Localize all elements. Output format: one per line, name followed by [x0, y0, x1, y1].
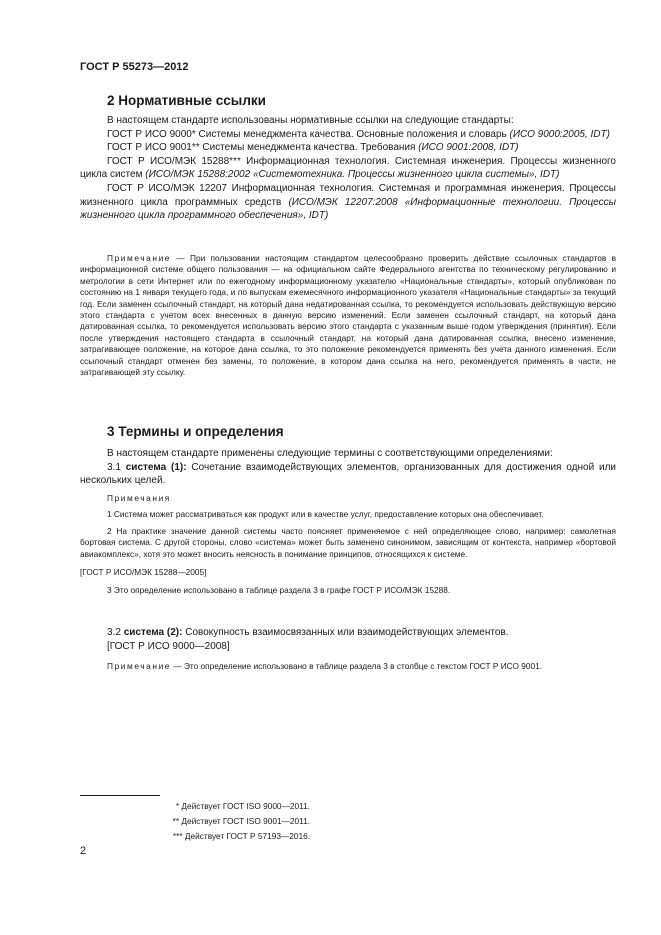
term-number: 3.1: [107, 461, 126, 473]
section-2-intro: В настоящем стандарте использованы нормативные ссылки на следующие стандарты:: [107, 115, 514, 126]
term-2-note: [80, 661, 616, 672]
reference-title: ГОСТ Р ИСО/МЭК 12207 Информационная технология. Системная и программная инженерия. Процессы жизненного цикла программных средств: [80, 182, 616, 208]
section-2-heading: 2 Нормативные ссылки: [107, 93, 266, 108]
section-3-heading: 3 Термины и определения: [107, 424, 284, 439]
reference-source: (ИСО/МЭК 12207:2008 «Информационные технологии. Процессы жизненного цикла программного обеспечения», IDT): [80, 196, 616, 222]
term-name: система (1):: [125, 461, 187, 473]
term-name: система (2):: [123, 627, 183, 638]
reference-source: (ИСО 9001:2008, IDT): [418, 142, 519, 154]
reference-title: ГОСТ Р ИСО 9001** Системы менеджмента качества. Требования: [107, 142, 419, 154]
footnote: ** Действует ГОСТ ISO 9001—2011.: [172, 816, 310, 826]
section-2-body: [80, 114, 616, 223]
note-item: 3 Это определение использовано в таблице раздела 3 в графе ГОСТ Р ИСО/МЭК 15288.: [107, 585, 451, 596]
footnote-divider: [80, 795, 160, 796]
reference-title: ГОСТ Р ИСО 9000* Системы менеджмента качества. Основные положения и словарь: [107, 128, 510, 140]
note-item: 2 На практике значение данной системы часто поясняет применяемое с ней определяющее слово, например: самолетная бортовая система. С другой стороны, слово «система» может быть заменено синонимом, зависящим от контекста, например «бортовой авиакомплекс», хотя это может вносить неясность в понимание принципов, относящихся к системе.: [80, 525, 616, 559]
note-item: 1 Система может рассматриваться как продукт или в качестве услуг, предоставление которых она обеспечивает.: [107, 509, 544, 520]
term-definition: [80, 461, 616, 488]
section-3-intro: В настоящем стандарте применены следующие термины с соответствующими определениями:: [107, 448, 553, 459]
note-text: — При пользовании настоящим стандартом целесообразно проверить действие ссылочных стандартов в информационной системе общего пользования — на официальном сайте Федерального агентства по техническому регулированию и метрологии в сети Интернет или по ежегодному информационному указателю «Национальные стандарты», который опубликован по состоянию на 1 января текущего года, и по выпускам ежемесячного информационного указателя «Национальные стандарты» за текущий год. Если заменен ссылочный стандарт, на который дана недатированная ссылка, то рекомендуется использовать действующую версию этого стандарта с учетом всех внесенных в данную версию изменений. Если заменен ссылочный стандарт, на который дана датированная ссылка, то рекомендуется использовать версию этого стандарта с указанным выше годом утверждения (принятия). Если после утверждения настоящего стандарта в ссылочный стандарт, на который дана датированная ссылка, внесено изменение, затрагивающее положение, на которое дана ссылка, то это положение рекомендуется применять без учета данного изменения. Если ссылочный стандарт отменен без замены, то положение, в котором дана ссылка на него, рекомендуется применять в части, не затрагивающей эту ссылку.: [80, 253, 616, 378]
term-source: [ГОСТ Р ИСО 9000—2008]: [107, 640, 230, 652]
note-label: Примечание: [107, 661, 172, 671]
reference-title: ГОСТ Р ИСО/МЭК 15288*** Информационная технология. Системная инженерия. Процессы жизненного цикла систем: [80, 155, 616, 181]
notes-label: Примечания: [107, 493, 171, 503]
reference-source: (ИСО/МЭК 15288:2002 «Системотехника. Процессы жизненного цикла системы», IDT): [145, 169, 560, 181]
term-source: [ГОСТ Р ИСО/МЭК 15288—2005]: [80, 567, 207, 578]
reference-item: [80, 128, 616, 142]
document-id-header: ГОСТ Р 55273—2012: [80, 61, 189, 73]
page-number: 2: [80, 845, 87, 857]
term-text: Сочетание взаимодействующих элементов, организованных для достижения одной или нескольких целей.: [80, 461, 616, 487]
section-3-body-b: [80, 626, 616, 653]
section-2-note: [80, 253, 616, 378]
note-text: — Это определение использовано в таблице раздела 3 в столбце с текстом ГОСТ Р ИСО 9001.: [171, 661, 543, 671]
section-3-body-a: [80, 447, 616, 488]
reference-source: (ИСО 9000:2005, IDT): [509, 128, 610, 140]
term-text: Совокупность взаимосвязанных или взаимодействующих элементов.: [182, 627, 509, 638]
reference-item: [80, 155, 616, 182]
reference-item: [80, 141, 616, 155]
term-number: 3.2: [107, 627, 124, 638]
note-label: Примечание: [107, 253, 172, 263]
footnote: *** Действует ГОСТ Р 57193—2016.: [172, 831, 310, 841]
term-definition: [80, 626, 616, 640]
footnote: * Действует ГОСТ ISO 9000—2011.: [175, 801, 310, 811]
reference-item: [80, 182, 616, 223]
term-1-notes: [80, 493, 616, 597]
